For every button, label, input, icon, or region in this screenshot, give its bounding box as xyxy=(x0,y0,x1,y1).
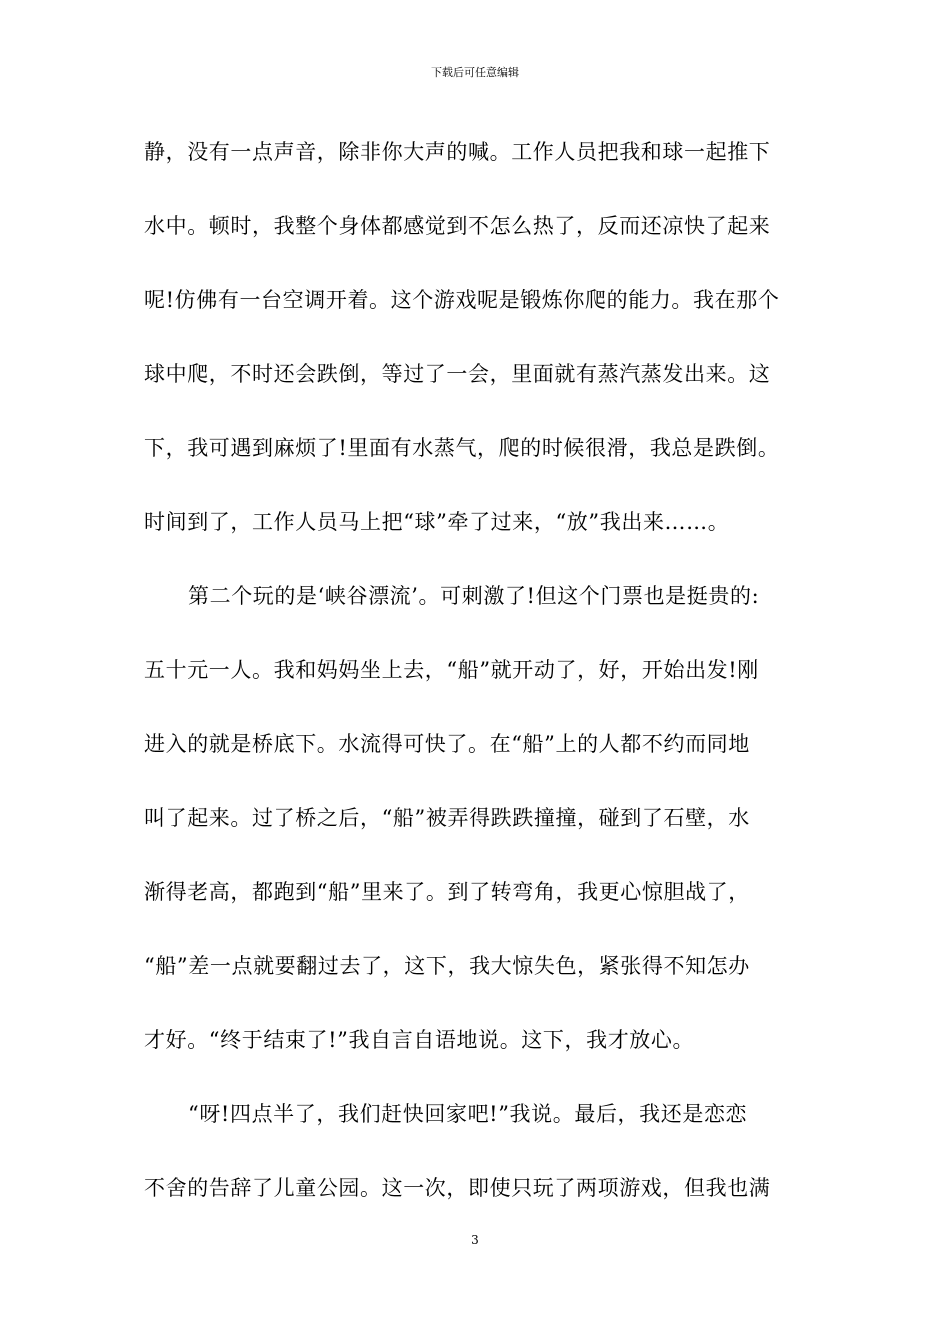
text-line: “船”差一点就要翻过去了，这下，我大惊失色，紧张得不知怎办 xyxy=(144,954,750,978)
text-line: 下，我可遇到麻烦了!里面有水蒸气，爬的时候很滑，我总是跌倒。 xyxy=(144,436,780,460)
text-line: 渐得老高，都跑到“船”里来了。到了转弯角，我更心惊胆战了， xyxy=(144,880,750,904)
paragraph-first-line: 第二个玩的是‘峡谷漂流’。可刺激了!但这个门票也是挺贵的: xyxy=(188,584,760,608)
text-line: 呢!仿佛有一台空调开着。这个游戏呢是锻炼你爬的能力。我在那个 xyxy=(144,288,780,312)
page-header: 下载后可任意编辑 xyxy=(431,66,519,79)
text-line: 才好。“终于结束了!”我自言自语地说。这下，我才放心。 xyxy=(144,1028,695,1052)
text-line: 水中。顿时，我整个身体都感觉到不怎么热了，反而还凉快了起来 xyxy=(144,214,771,238)
text-line: 五十元一人。我和妈妈坐上去，“船”就开动了，好，开始出发!刚 xyxy=(144,658,759,682)
body-text xyxy=(144,132,824,1242)
text-line: 球中爬，不时还会跌倒，等过了一会，里面就有蒸汽蒸发出来。这 xyxy=(144,362,771,386)
text-line: 静，没有一点声音，除非你大声的喊。工作人员把我和球一起推下 xyxy=(144,140,771,164)
text-line: 叫了起来。过了桥之后，“船”被弄得跌跌撞撞，碰到了石壁，水 xyxy=(144,806,750,830)
text-line: 时间到了，工作人员马上把“球”牵了过来，“放”我出来……。 xyxy=(144,510,730,534)
paragraph-first-line: “呀!四点半了，我们赶快回家吧!”我说。最后，我还是恋恋 xyxy=(188,1102,748,1126)
text-line: 进入的就是桥底下。水流得可快了。在“船”上的人都不约而同地 xyxy=(144,732,750,756)
page-number: 3 xyxy=(471,1233,479,1247)
text-line: 不舍的告辞了儿童公园。这一次，即使只玩了两项游戏，但我也满 xyxy=(144,1176,771,1200)
